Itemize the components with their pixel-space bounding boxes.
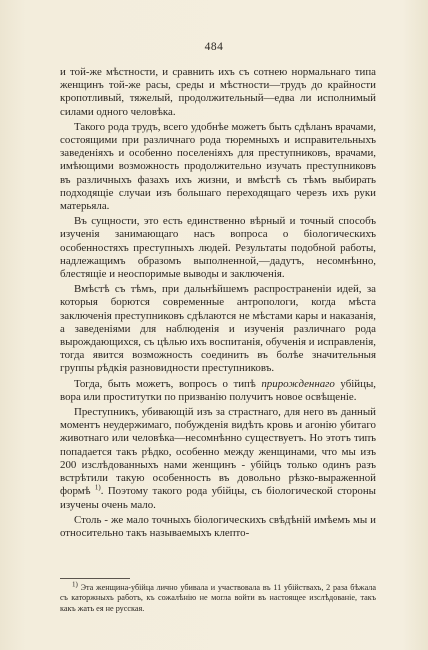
text-run: Преступникъ, убивающій изъ за страстнаго, для него въ данный моментъ неудержимаго, побужденія видѣть кровь и агонію убитаго животнаго или человѣка—несомнѣнно существуетъ. Но этотъ типъ попадается такъ рѣдко, особенно между женщинами, что мы изъ 200 изслѣдованныхъ нами женщинъ - убійцъ только одинъ разъ встрѣтили такую особенность въ довольно рѣзко-выраженной формѣ (60, 406, 376, 498)
emphasis-text: прирожденнаго (261, 377, 335, 390)
footnote-divider (60, 578, 130, 579)
paragraph-continuation: и той-же мѣстности, и сравнить ихъ съ сотнею нормальнаго типа женщинъ той-же расы, среды и мѣстности—трудъ до крайности кропотливый, тяжелый, продолжительный—едва ли исполнимый силами одного человѣка. (60, 66, 376, 118)
paragraph (60, 406, 376, 512)
text-run: убійцы, вора или проститутки по призванію получитъ новое освѣщеніе. (60, 377, 376, 403)
paragraph: Такого рода трудъ, всего удобнѣе можетъ быть сдѣланъ врачами, состоящими при различнаго рода тюремныхъ и исправительныхъ заведеніяхъ и особенно поселеніяхъ для преступниковъ, врачами, имѣющими возможность продолжительно изучать преступниковъ въ различныхъ фазахъ ихъ жизни, и вмѣстѣ съ тѣмъ выбирать подходящіе случаи изъ большаго переходящаго черезъ ихъ руки матерьяла. (60, 120, 376, 213)
footnote-text: Эта женщина-убійца лично убивала и участвовала въ 11 убійствахъ, 2 раза бѣжала съ каторжныхъ работъ, къ сожалѣнію не могла войти въ настоящее изслѣдованіе, такъ какъ жать ея не русская. (60, 583, 376, 613)
paragraph (60, 378, 376, 404)
text-run: Тогда, быть можетъ, вопросъ о типѣ (74, 377, 262, 390)
body-text (60, 66, 376, 540)
footnote-reference[interactable]: 1) (94, 483, 101, 492)
footnote-mark: 1) (72, 580, 78, 589)
paragraph: Столь - же мало точныхъ біологическихъ свѣдѣній имѣемъ мы и относительно такъ называемыхъ клепто- (60, 513, 376, 539)
page-number: 484 (204, 41, 224, 53)
footnote (60, 580, 376, 614)
paragraph: Вмѣстѣ съ тѣмъ, при дальнѣйшемъ распространеніи идей, за которыя борются современные антропологи, когда мѣста заключенія преступниковъ сдѣлаются не мѣстами кары и наказанія, а заведеніями для наблюденія и изученія различнаго рода вырождающихся, съ цѣлью ихъ воспитанія, обученія и исправленія, тогда явится возможность соединить въ болѣе значительныя группы рѣдкія разновидности преступниковъ. (60, 283, 376, 375)
text-run: . Поэтому такого рода убійцы, съ біологической стороны изучены очень мало. (60, 485, 376, 511)
paragraph: Въ сущности, это есть единственно вѣрный и точный способъ изученія занимающаго насъ вопроса о біологическихъ особенностяхъ преступныхъ людей. Результаты подобной работы, надлежащимъ образомъ выполненной,—дадутъ, несомнѣнно, блестящіе и неоспоримые выводы и заключенія. (60, 215, 376, 281)
